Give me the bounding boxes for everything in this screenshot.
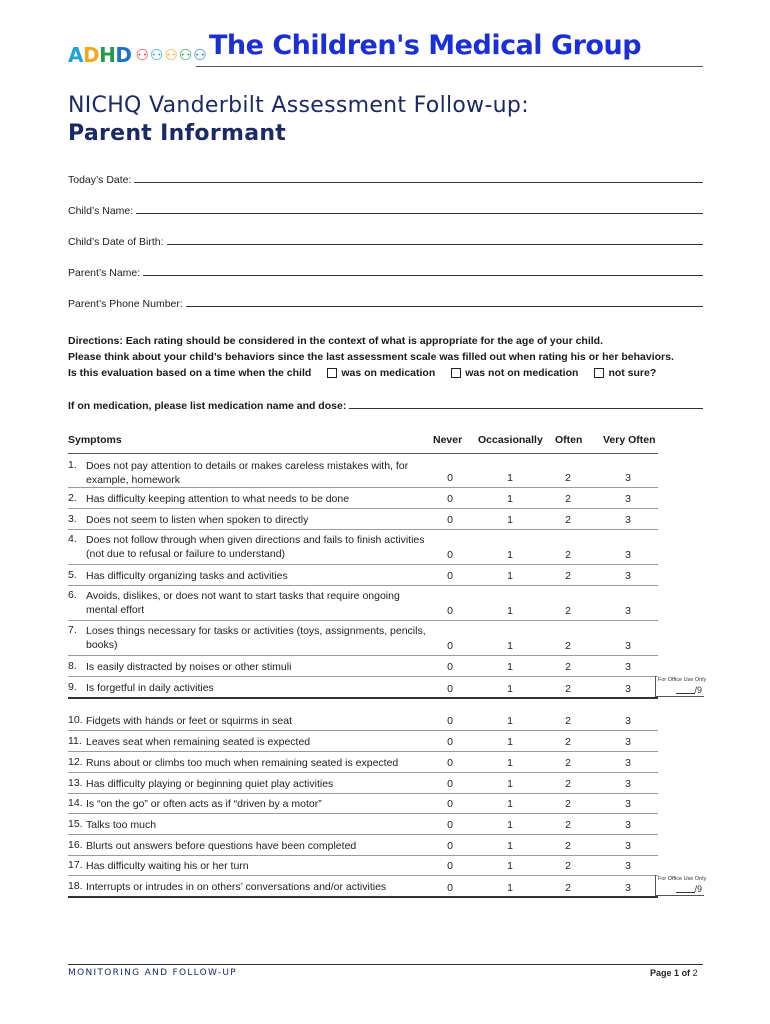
score-option[interactable]: 3 [625, 860, 631, 872]
symptom-number: 13. [68, 777, 83, 789]
score-option[interactable]: 1 [507, 736, 513, 748]
office-use-box[interactable] [655, 875, 707, 896]
table-row [68, 773, 658, 794]
score-option[interactable]: 0 [447, 882, 453, 894]
score-option[interactable]: 0 [447, 493, 453, 505]
symptom-number: 7. [68, 624, 77, 636]
score-option[interactable]: 0 [447, 683, 453, 695]
score-option[interactable]: 1 [507, 757, 513, 769]
todays-date-field[interactable] [68, 168, 703, 186]
header-occasionally: Occasionally [478, 434, 543, 446]
score-option[interactable]: 1 [507, 819, 513, 831]
table-row [68, 876, 658, 898]
score-option[interactable]: 3 [625, 840, 631, 852]
row-divider [68, 896, 658, 898]
score-line [676, 892, 695, 893]
symptom-number: 2. [68, 492, 77, 504]
score-option[interactable]: 0 [447, 798, 453, 810]
parents-name-field[interactable] [68, 261, 703, 279]
row-divider [68, 697, 658, 699]
field-label: Parent’s Name: [68, 267, 141, 279]
score-option[interactable]: 0 [447, 472, 453, 484]
score-option[interactable]: 2 [565, 605, 571, 617]
directions-line-1: Directions: Each rating should be considered in the context of what is appropriate for the age of your child. [68, 335, 603, 347]
symptom-text: Has difficulty organizing tasks and activities [86, 570, 288, 582]
logo-letter: D [82, 43, 100, 67]
score-option[interactable]: 0 [447, 570, 453, 582]
score-option[interactable]: 3 [625, 715, 631, 727]
page-prefix: Page [650, 968, 672, 978]
score-option[interactable]: 1 [507, 683, 513, 695]
symptom-number: 11. [68, 735, 82, 747]
score-option[interactable]: 3 [625, 605, 631, 617]
person-icon: ⚇ [149, 46, 164, 64]
option-label: not sure? [608, 367, 657, 379]
symptom-number: 16. [68, 839, 83, 851]
table-row [68, 621, 658, 656]
score-option[interactable]: 3 [625, 640, 631, 652]
score-option[interactable]: 2 [565, 472, 571, 484]
table-row [68, 456, 658, 488]
logo-letter: D [115, 43, 132, 67]
people-icon [135, 48, 206, 63]
score-option[interactable]: 1 [507, 493, 513, 505]
score-option[interactable]: 1 [507, 882, 513, 894]
score-option[interactable]: 0 [447, 736, 453, 748]
symptom-text: Leaves seat when remaining seated is expected [86, 736, 311, 748]
symptom-number: 1. [68, 459, 77, 471]
score-option[interactable]: 2 [565, 549, 571, 561]
score-option[interactable]: 0 [447, 514, 453, 526]
header-often: Often [555, 434, 583, 446]
score-option[interactable]: 3 [625, 661, 631, 673]
symptom-number: 10. [68, 714, 83, 726]
header-very-often: Very Often [603, 434, 656, 446]
score-suffix: /9 [694, 884, 702, 894]
field-line[interactable] [186, 305, 703, 307]
symptom-text: Has difficulty playing or beginning quiet play activities [86, 778, 334, 790]
office-use-label: For Office Use Only [658, 876, 707, 882]
directions [68, 333, 708, 381]
table-header [68, 434, 658, 450]
score-option[interactable]: 2 [565, 860, 571, 872]
score-option[interactable]: 0 [447, 819, 453, 831]
footer-section-label: MONITORING AND FOLLOW-UP [68, 968, 238, 978]
field-line[interactable] [136, 212, 703, 214]
question-text: Is this evaluation based on a time when the child [68, 367, 312, 379]
childs-name-field[interactable] [68, 199, 703, 217]
score-option[interactable]: 3 [625, 472, 631, 484]
symptom-number: 9. [68, 681, 77, 693]
medication-field[interactable] [68, 396, 703, 412]
field-line[interactable] [349, 408, 703, 409]
score-option[interactable]: 1 [507, 570, 513, 582]
score-option[interactable]: 2 [565, 514, 571, 526]
header-symptoms: Symptoms [68, 434, 122, 446]
option-label: was not on medication [465, 367, 579, 379]
field-line[interactable] [134, 181, 703, 183]
symptom-text: Does not seem to listen when spoken to directly [86, 514, 309, 526]
score-option[interactable]: 2 [565, 661, 571, 673]
logo-letter: H [99, 43, 116, 67]
organization-title: The Children's Medical Group [209, 30, 642, 61]
score-option[interactable]: 0 [447, 840, 453, 852]
score-option[interactable]: 2 [565, 840, 571, 852]
header-never: Never [433, 434, 463, 446]
symptom-text: Interrupts or intrudes in on others’ conversations and/or activities [86, 881, 387, 893]
office-use-label: For Office Use Only [658, 677, 707, 683]
score-option[interactable]: 3 [625, 736, 631, 748]
field-label: Today’s Date: [68, 174, 132, 186]
score-suffix: /9 [694, 685, 702, 695]
title-line-1: NICHQ Vanderbilt Assessment Follow-up: [68, 93, 529, 118]
person-icon: ⚇ [135, 46, 149, 64]
table-row [68, 488, 658, 509]
score-option[interactable]: 1 [507, 840, 513, 852]
symptom-text: Does not follow through when given directions and fails to finish activities (not due to refusal or failure to understand) [86, 534, 425, 560]
table-row [68, 855, 658, 876]
score-option[interactable]: 3 [625, 493, 631, 505]
symptom-number: 4. [68, 533, 77, 545]
symptom-number: 12. [68, 756, 83, 768]
symptom-text: Is easily distracted by noises or other stimuli [86, 661, 292, 673]
table-row [68, 835, 658, 856]
symptom-number: 18. [68, 880, 83, 892]
page-total: 2 [692, 968, 698, 978]
score-option[interactable]: 2 [565, 757, 571, 769]
title-line-2: Parent Informant [68, 121, 287, 146]
symptom-number: 14. [68, 797, 83, 809]
field-line[interactable] [167, 243, 703, 245]
score-option[interactable]: 0 [447, 549, 453, 561]
score-option[interactable]: 1 [507, 640, 513, 652]
office-use-box[interactable] [655, 676, 707, 697]
symptom-number: 6. [68, 589, 77, 601]
not-on-medication-checkbox[interactable] [451, 368, 461, 378]
symptom-text: Has difficulty waiting his or her turn [86, 860, 249, 872]
score-option[interactable]: 2 [565, 640, 571, 652]
score-option[interactable]: 3 [625, 819, 631, 831]
score-option[interactable]: 3 [625, 757, 631, 769]
table-row [68, 530, 658, 565]
person-icon: ⚇ [178, 46, 193, 64]
field-label: Child’s Name: [68, 205, 134, 217]
symptom-number: 8. [68, 660, 77, 672]
symptom-number: 15. [68, 818, 83, 830]
table-row [68, 731, 658, 752]
score-option[interactable]: 1 [507, 860, 513, 872]
score-option[interactable]: 1 [507, 472, 513, 484]
symptom-number: 5. [68, 569, 77, 581]
score-option[interactable]: 1 [507, 778, 513, 790]
symptom-text: Avoids, dislikes, or does not want to start tasks that require ongoing mental effort [86, 590, 400, 616]
score-option[interactable]: 3 [625, 882, 631, 894]
not-sure-checkbox[interactable] [594, 368, 604, 378]
score-option[interactable]: 3 [625, 514, 631, 526]
parents-phone-field[interactable] [68, 292, 703, 310]
page-current: 1 [674, 968, 680, 978]
score-option[interactable]: 0 [447, 778, 453, 790]
score-option[interactable]: 3 [625, 570, 631, 582]
table-row [68, 565, 658, 586]
symptom-number: 3. [68, 513, 77, 525]
score-option[interactable]: 1 [507, 549, 513, 561]
adhd-logo [68, 42, 207, 68]
score-line [676, 693, 695, 694]
symptom-text: Is “on the go” or often acts as if “driven by a motor” [86, 798, 322, 810]
field-label: If on medication, please list medication name and dose: [68, 400, 347, 412]
person-icon: ⚇ [193, 46, 207, 64]
logo-wordmark [68, 43, 131, 67]
table-row [68, 677, 658, 699]
symptom-text: Loses things necessary for tasks or activities (toys, assignments, pencils, books) [86, 625, 426, 651]
symptom-text: Is forgetful in daily activities [86, 682, 214, 694]
score-option[interactable]: 2 [565, 819, 571, 831]
score-option[interactable]: 1 [507, 661, 513, 673]
score-option[interactable]: 2 [565, 715, 571, 727]
page-number [650, 968, 698, 978]
score-option[interactable]: 3 [625, 798, 631, 810]
symptom-text: Runs about or climbs too much when remaining seated is expected [86, 757, 399, 769]
on-medication-checkbox[interactable] [327, 368, 337, 378]
header-divider [196, 66, 703, 67]
table-row [68, 656, 658, 677]
option-label: was on medication [341, 367, 436, 379]
table-row [68, 752, 658, 773]
score-option[interactable]: 0 [447, 605, 453, 617]
person-icon: ⚇ [164, 46, 178, 64]
childs-dob-field[interactable] [68, 230, 703, 248]
score-option[interactable]: 1 [507, 715, 513, 727]
score-option[interactable]: 2 [565, 798, 571, 810]
score-option[interactable]: 0 [447, 661, 453, 673]
table-row [68, 793, 658, 814]
page-title [68, 92, 529, 148]
score-option[interactable]: 2 [565, 736, 571, 748]
score-option[interactable]: 0 [447, 640, 453, 652]
score-option[interactable]: 1 [507, 798, 513, 810]
score-option[interactable]: 1 [507, 605, 513, 617]
symptom-text: Does not pay attention to details or makes careless mistakes with, for example, homework [86, 460, 409, 486]
score-option[interactable]: 2 [565, 683, 571, 695]
field-line[interactable] [143, 274, 703, 276]
symptom-number: 17. [68, 859, 83, 871]
score-option[interactable]: 0 [447, 860, 453, 872]
score-option[interactable]: 1 [507, 514, 513, 526]
score-option[interactable]: 2 [565, 493, 571, 505]
symptom-text: Has difficulty keeping attention to what needs to be done [86, 493, 350, 505]
symptom-text: Fidgets with hands or feet or squirms in seat [86, 715, 293, 727]
score-option[interactable]: 3 [625, 683, 631, 695]
score-option[interactable]: 2 [565, 570, 571, 582]
field-label: Parent’s Phone Number: [68, 298, 183, 310]
footer-divider [68, 964, 703, 965]
score-option[interactable]: 0 [447, 757, 453, 769]
field-label: Child’s Date of Birth: [68, 236, 164, 248]
score-option[interactable]: 2 [565, 778, 571, 790]
table-row [68, 586, 658, 621]
table-row [68, 710, 658, 731]
score-option[interactable]: 0 [447, 715, 453, 727]
directions-line-2: Please think about your child’s behaviors since the last assessment scale was filled out when rating his or her behaviors. [68, 351, 674, 363]
logo-letter: A [68, 43, 83, 67]
score-option[interactable]: 3 [625, 778, 631, 790]
symptom-text: Talks too much [86, 819, 157, 831]
page-of: of [681, 968, 691, 978]
symptom-text: Blurts out answers before questions have been completed [86, 840, 357, 852]
table-row [68, 814, 658, 835]
medication-question [68, 365, 708, 381]
table-row [68, 509, 658, 530]
table-header-divider [68, 453, 658, 454]
score-option[interactable]: 3 [625, 549, 631, 561]
score-option[interactable]: 2 [565, 882, 571, 894]
